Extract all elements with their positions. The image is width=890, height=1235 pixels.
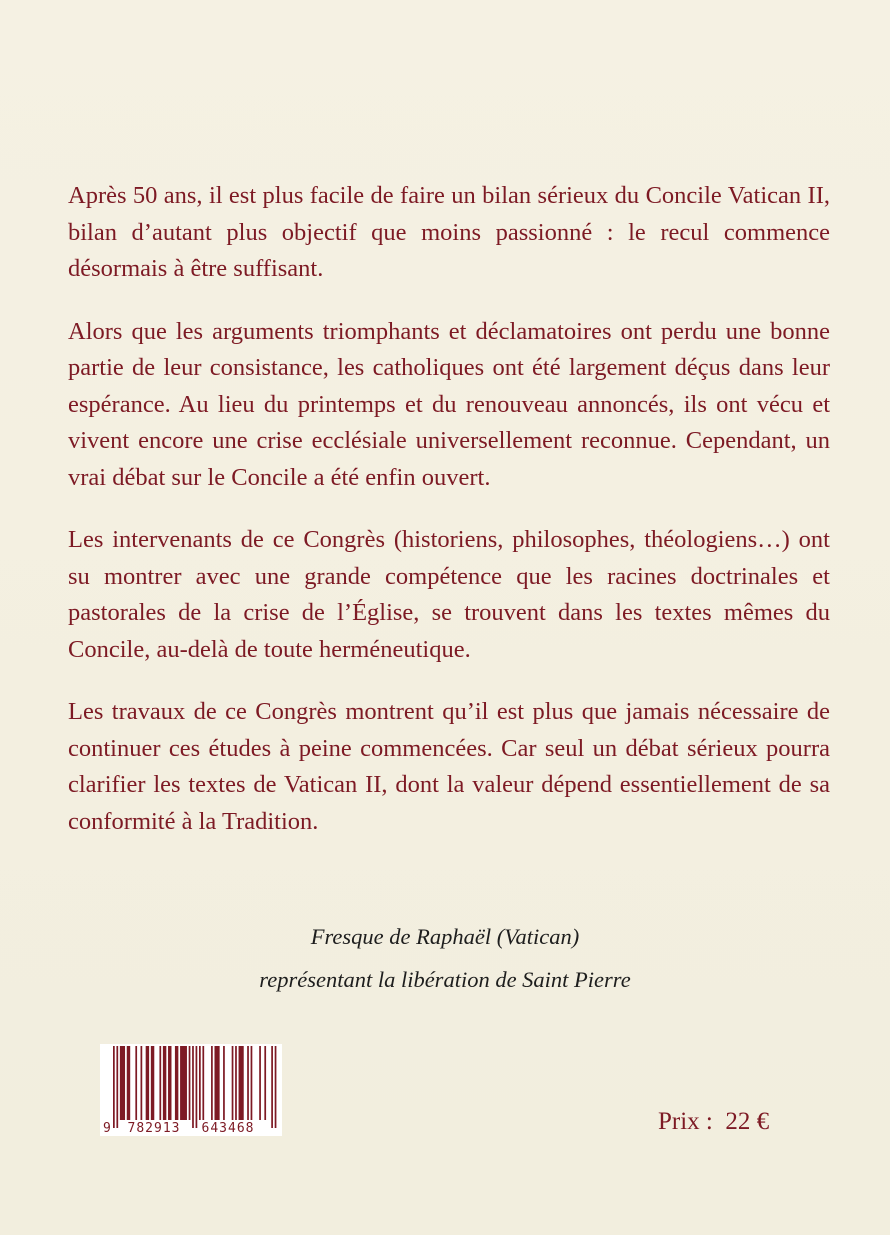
barcode-bar <box>214 1046 219 1120</box>
blurb-paragraph-3: Les intervenants de ce Congrès (historiens, philosophes, théologiens…) ont su montrer avec une grande compétence que les racines doctrinales et pastorales de la crise de l’Église, se trouvent dans les textes mêmes du Concile, au-delà de toute herméneutique. <box>68 526 830 663</box>
barcode-bar <box>113 1046 115 1128</box>
barcode-bar <box>127 1046 130 1120</box>
blurb-text <box>68 178 830 866</box>
barcode-bar <box>223 1046 225 1120</box>
barcode-bar <box>232 1046 234 1120</box>
barcode-bar <box>275 1046 277 1128</box>
price-label: Prix : 22 € <box>658 1108 770 1135</box>
barcode-bar <box>163 1046 166 1120</box>
barcode-bar <box>235 1046 237 1120</box>
barcode-bar <box>251 1046 253 1120</box>
barcode-bar <box>239 1046 244 1120</box>
caption-line-2: représentant la libération de Saint Pierre <box>259 967 631 992</box>
blurb-paragraph-4: Les travaux de ce Congrès montrent qu’il est plus que jamais nécessaire de continuer ces études à peine commencées. Car seul un débat sérieux pourra clarifier les textes de Vatican II, dont la valeur dépend essentiellement de sa conformité à la Tradition. <box>68 698 830 835</box>
blurb-paragraph-2: Alors que les arguments triomphants et déclamatoires ont perdu une bonne partie de leur consistance, les catholiques ont été largement déçus dans leur espérance. Au lieu du printemps et du renouveau annoncés, ils ont vécu et vivent encore une crise ecclésiale universellement reconnue. Cependant, un vrai débat sur le Concile a été enfin ouvert. <box>68 317 830 491</box>
caption-line-1: Fresque de Raphaël (Vatican) <box>310 924 580 949</box>
barcode-bar <box>135 1046 137 1120</box>
barcode-left-digits: 782913 <box>127 1121 181 1136</box>
isbn-barcode <box>100 1044 282 1136</box>
barcode-bar <box>180 1046 187 1120</box>
barcode-bar <box>151 1046 154 1120</box>
barcode-bar <box>189 1046 191 1120</box>
barcode-graphic <box>100 1044 282 1136</box>
barcode-bar <box>168 1046 171 1120</box>
barcode-bar <box>247 1046 249 1120</box>
barcode-bar <box>116 1046 118 1128</box>
barcode-bar <box>202 1046 204 1120</box>
barcode-bar <box>120 1046 125 1120</box>
barcode-bar <box>159 1046 161 1120</box>
barcode-bar <box>264 1046 266 1120</box>
barcode-bar <box>199 1046 201 1120</box>
barcode-bar <box>259 1046 261 1120</box>
barcode-bar <box>141 1046 143 1120</box>
barcode-bar <box>271 1046 273 1128</box>
barcode-bar <box>211 1046 213 1120</box>
blurb-paragraph-1: Après 50 ans, il est plus facile de faire un bilan sérieux du Concile Vatican II, bilan d’autant plus objectif que moins passionné : le recul commence désormais à être suffisant. <box>68 182 830 282</box>
barcode-bar <box>192 1046 194 1128</box>
barcode-bar <box>196 1046 198 1128</box>
cover-image-caption <box>0 915 890 1001</box>
barcode-first-digit: 9 <box>103 1121 111 1136</box>
barcode-bar <box>175 1046 178 1120</box>
barcode-bar <box>146 1046 149 1120</box>
barcode-right-digits: 643468 <box>201 1121 255 1136</box>
